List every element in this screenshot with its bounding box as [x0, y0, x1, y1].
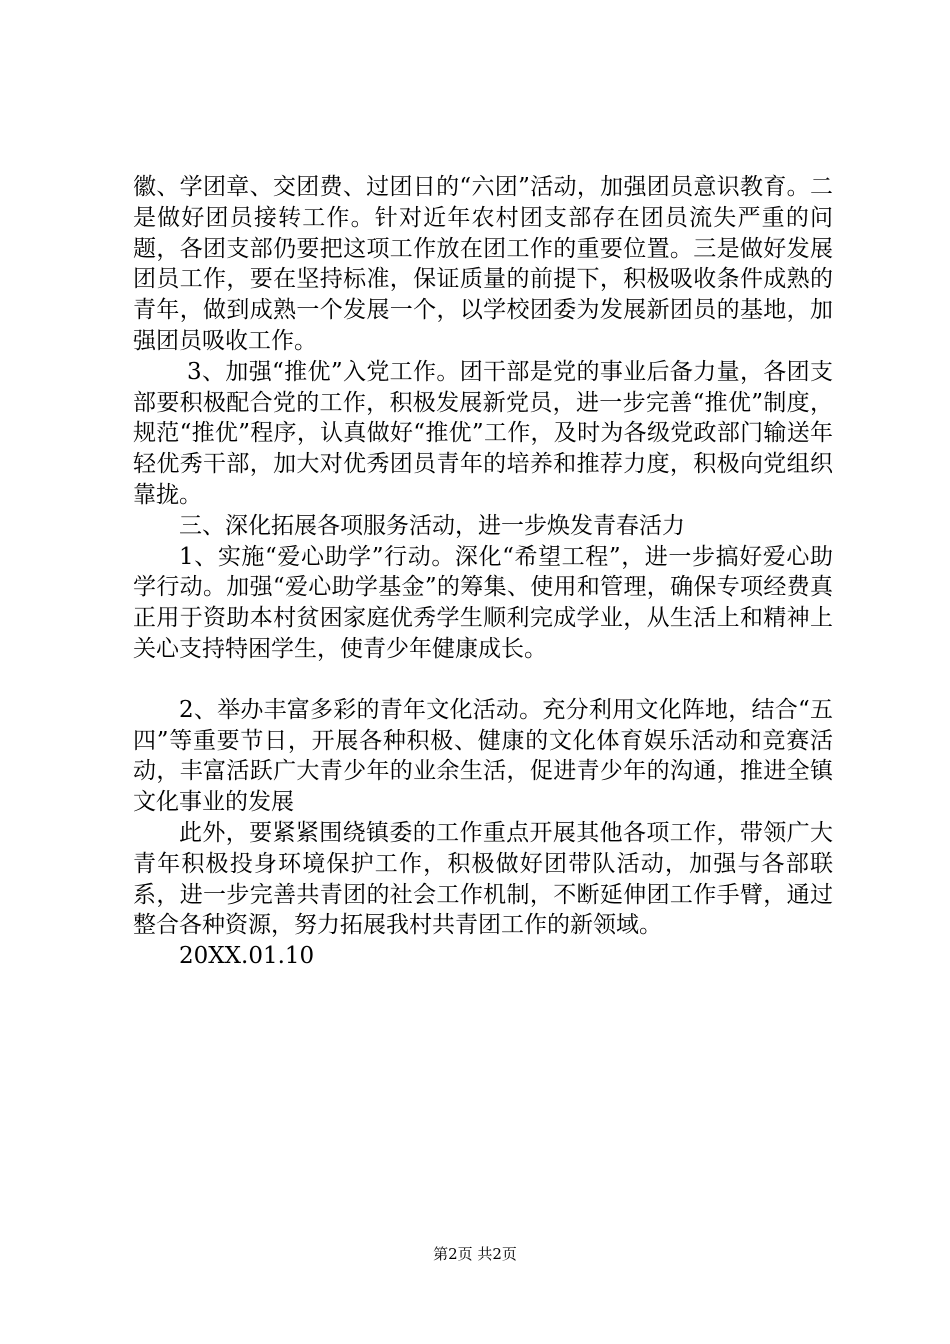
paragraph-closing: 此外，要紧紧围绕镇委的工作重点开展其他各项工作，带领广大青年积极投身环境保护工作，积极做好团带队活动，加强与各部联系，进一步完善共青团的社会工作机制，不断延伸团工作手臂，通过整合各种资源，努力拓展我村共青团工作的新领域。: [133, 819, 833, 939]
paragraph-item-1: 1、实施“爱心助学”行动。深化“希望工程”，进一步搞好爱心助学行动。加强“爱心助学基金”的筹集、使用和管理，确保专项经费真正用于资助本村贫困家庭优秀学生顺利完成学业，从生活上和精神上关心支持特困学生，使青少年健康成长。: [133, 543, 833, 662]
paragraph-item-3: 3、加强“推优”入党工作。团干部是党的事业后备力量，各团支部要积极配合党的工作，积极发展新党员，进一步完善“推优”制度，规范“推优”程序，认真做好“推优”工作，及时为各级党政部门输送年轻优秀干部，加大对优秀团员青年的培养和推荐力度，积极向党组织靠拢。: [133, 358, 833, 508]
paragraph-gap: [133, 665, 833, 695]
section-heading-3: 三、深化拓展各项服务活动，进一步焕发青春活力: [179, 512, 685, 539]
page-footer: 第2页 共2页: [433, 1245, 517, 1263]
document-date: 20XX.01.10: [179, 943, 315, 970]
paragraph-continued: 徽、学团章、交团费、过团日的“六团”活动，加强团员意识教育。二是做好团员接转工作。针对近年农村团支部存在团员流失严重的问题，各团支部仍要把这项工作放在团工作的重要位置。三是做好发展团员工作，要在坚持标准，保证质量的前提下，积极吸收条件成熟的青年，做到成熟一个发展一个，以学校团委为发展新团员的基地，加强团员吸收工作。: [133, 174, 833, 354]
document-body: [133, 172, 833, 972]
paragraph-item-2: 2、举办丰富多彩的青年文化活动。充分利用文化阵地，结合“五四”等重要节日，开展各种积极、健康的文化体育娱乐活动和竞赛活动，丰富活跃广大青少年的业余生活，促进青少年的沟通，推进全镇文化事业的发展: [133, 696, 833, 816]
